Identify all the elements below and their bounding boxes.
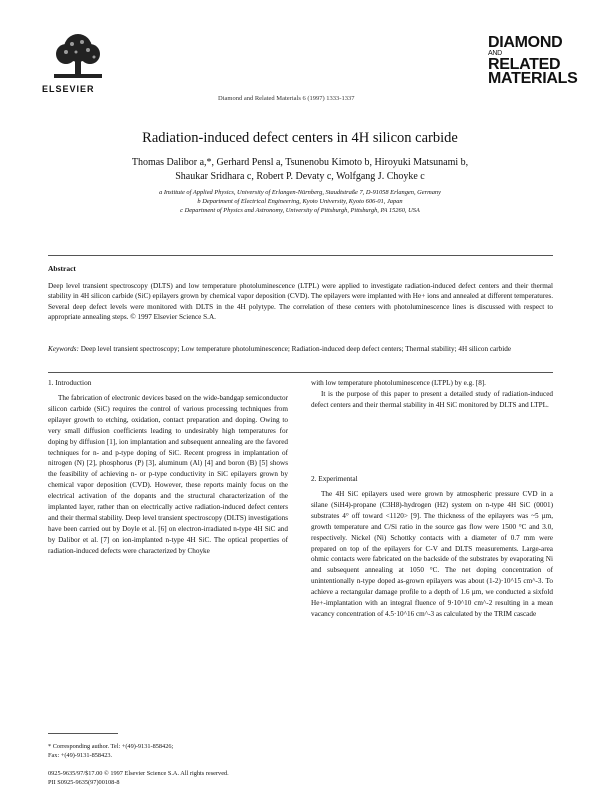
affiliation-c: c Department of Physics and Astronomy, University of Pittsburgh, Pittsburgh, PA 15260, USA <box>180 207 420 214</box>
abstract-text: Deep level transient spectroscopy (DLTS) and low temperature photoluminescence (LTPL) were applied to investigate radiation-induced defect centers and their thermal stability in 4H silicon carbide (SiC) epilayers grown by chemical vapor deposition (CVD). The epilayers were implanted with He+ ions and annealed at different temperatures. Several deep defect levels were monitored with DLTS in the 4H polytype. The correlation of these centers with photoluminescence lines is discussed with respect to appropriate annealing steps. © 1997 Elsevier Science S.A. <box>48 282 553 321</box>
section-heading-experimental: 2. Experimental <box>311 474 358 483</box>
paper-title: Radiation-induced defect centers in 4H silicon carbide <box>142 130 458 146</box>
footnote <box>48 743 288 760</box>
pii-line: PII S0925-9635(97)00108-8 <box>48 778 120 786</box>
journal-logo-line-2: AND <box>488 50 502 57</box>
publisher-name: ELSEVIER <box>42 84 95 94</box>
author-line-1: Thomas Dalibor a,*, Gerhard Pensl a, Tsunenobu Kimoto b, Hiroyuki Matsunami b, <box>131 157 469 168</box>
keywords <box>48 344 553 354</box>
journal-citation: Diamond and Related Materials 6 (1997) 1333-1337 <box>218 95 355 102</box>
journal-logo-line-1: DIAMOND <box>488 34 563 51</box>
choyke-continuation: with low temperature photoluminescence (LTPL) by e.g. [8]. <box>311 379 486 387</box>
abstract-heading: Abstract <box>48 264 76 273</box>
introduction-body <box>48 393 288 557</box>
affiliation-b: b Department of Electrical Engineering, Kyoto University, Kyoto 606-01, Japan <box>197 198 403 205</box>
introduction-paragraph: The fabrication of electronic devices based on the wide-bandgap semiconductor silicon carbide (SiC) requires the control of various processing techniques from epilayer growth to etching, oxidation, contact preparation and doping. Owing to very small diffusion coefficients leading to undesirably high temperatures for doping by diffusion [1], ion implantation and subsequent annealing are the favored techniques for n- and p-type doping of SiC. Recent progress in implantation of nitrogen (N) [2], phosphorus (P) [3], aluminum (Al) [4] and boron (B) [5] shows the feasibility of achieving n- or p-type conductivity in SiC epilayers grown by chemical vapor deposition (CVD). However, these reports mainly focus on the electrical activation of the dopants and the structural characterization of the implanted layer, rather than on electrically active radiation-induced defect centers and their thermal stability. Deep level transient spectroscopy (DLTS) investigations have been carried out by Doyle et al. [6] on electron-irradiated n-type 4H SiC and by Dalibor et al. [7] on ion-implanted n-type 4H SiC. The optical properties of radiation-induced defects were characterized by Choyke <box>48 394 288 555</box>
footnote-rule <box>48 733 118 734</box>
purpose-paragraph: It is the purpose of this paper to present a detailed study of radiation-induced defect centers and their thermal stability in 4H SiC monitored by DLTS and LTPL. <box>311 389 553 409</box>
experimental-paragraph: The 4H SiC epilayers used were grown by atmospheric pressure CVD in a silane (SiH4)-propane (C3H8)-hydrogen (H2) system on n-type 4H SiC (0001) substrates 4° off toward <1120> [9]. The thickness of the epilayers was ~5 µm, growth temperature and C/Si ratio in the source gas flow were 1500 °C and 3.0, respectively. Nickel (Ni) Schottky contacts with a diameter of 0.7 mm were prepared on top of the epilayers for C-V and DLTS measurements. Large-area ohmic contacts were fabricated on the backside of the substrates by evaporating Ni and subsequent annealing at 1050 °C. The net doping concentration of unintentionally n-type doped as-grown epilayers was about (1-2)·10^15 cm^-3. To achieve a rectangular damage profile to a depth of 1.6 µm, we conducted a sixfold He+-implantation with an integral fluence of 9·10^10 cm^-2 resulting in a mean vacancy concentration of 4.5·10^16 cm^-3 as calculated by the TRIM cascade <box>311 490 553 618</box>
affiliation-a: a Institute of Applied Physics, University of Erlangen-Nürnberg, Staudtstraße 7, D-91058 Erlangen, Germany <box>159 189 441 196</box>
keywords-text: Deep level transient spectroscopy; Low temperature photoluminescence; Radiation-induced deep defect centers; Thermal stability; 4H silicon carbide <box>80 345 512 353</box>
divider-top <box>48 255 553 256</box>
experimental-body <box>311 489 553 620</box>
right-column-top <box>311 378 553 411</box>
keywords-label: Keywords: <box>48 345 79 353</box>
elsevier-tree-logo <box>48 30 108 82</box>
journal-logo-line-4: MATERIALS <box>488 70 578 87</box>
journal-logo <box>488 34 578 87</box>
footnote-corresponding: * Corresponding author. Tel: +(49)-9131-858426; <box>48 743 174 750</box>
author-line-2: Shaukar Sridhara c, Robert P. Devaty c, Wolfgang J. Choyke c <box>175 171 425 182</box>
issn-line: 0925-9635/97/$17.00 © 1997 Elsevier Science S.A. All rights reserved. <box>48 770 229 777</box>
copyright-block <box>48 770 348 787</box>
journal-logo-line-3: RELATED <box>488 56 561 73</box>
section-heading-introduction: 1. Introduction <box>48 378 92 387</box>
divider-bottom <box>48 372 553 373</box>
footnote-fax: Fax: +(49)-9131-858423. <box>48 751 113 759</box>
